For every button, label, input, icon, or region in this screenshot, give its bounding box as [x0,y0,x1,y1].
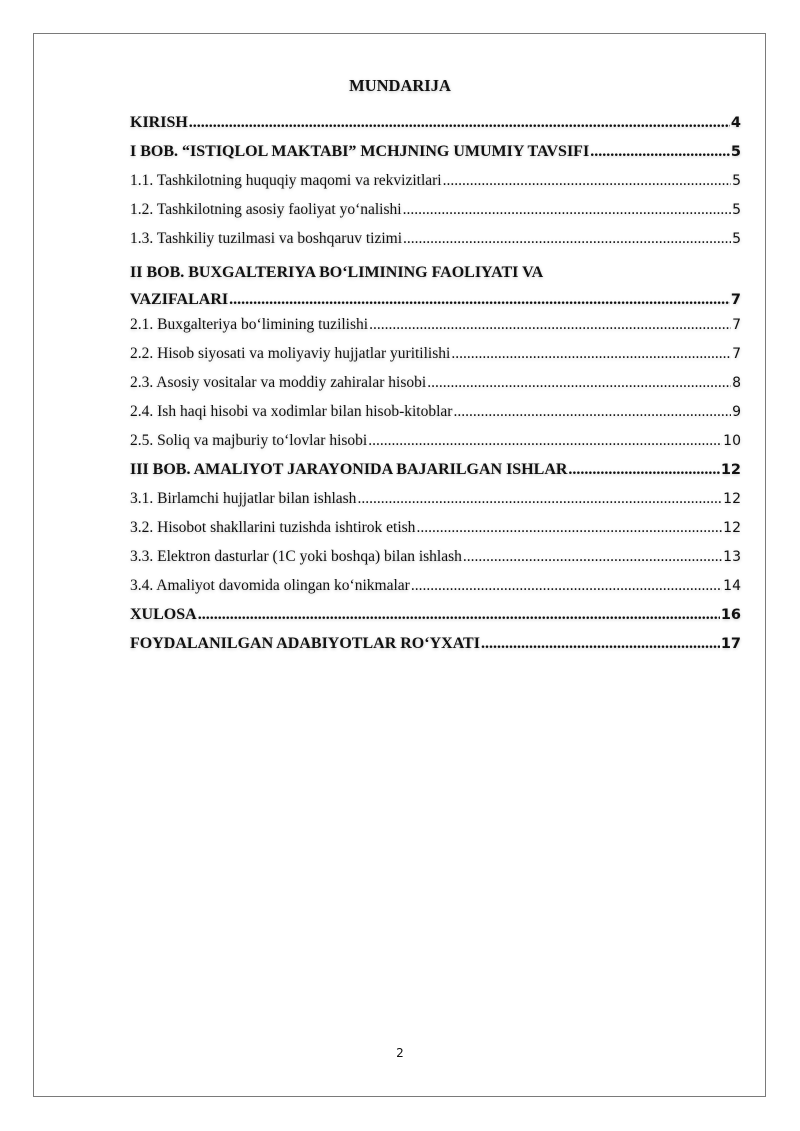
dot-leader [590,143,730,161]
toc-page-number: 7 [730,292,741,308]
toc-entry-text: 3.4. Amaliyot davomida olingan ko‘nikmalar [130,577,410,594]
toc-page-number: 10 [723,433,741,449]
dot-leader [411,577,722,595]
toc-page-number: 12 [723,520,741,536]
toc-entry-text: 2.1. Buxgalteriya bo‘limining tuzilishi [130,316,369,333]
toc-page-number: 16 [720,607,741,623]
dot-leader [453,403,731,421]
toc-entry-3-4[interactable] [130,577,741,606]
dot-leader [369,316,731,334]
dot-leader [229,286,730,313]
toc-entry-chapter-3[interactable] [130,461,741,490]
toc-entry-text-line1: II BOB. BUXGALTERIYA BO‘LIMINING FAOLIYATI VA [130,264,544,281]
toc-entry-text: XULOSA [130,606,197,623]
toc-page-number: 7 [732,317,741,333]
toc-entry-1-3[interactable] [130,230,741,259]
dot-leader [427,374,731,392]
dot-leader [443,172,731,190]
toc-page-number: 4 [730,115,741,131]
toc-entry-2-3[interactable] [130,374,741,403]
toc-entry-text: 2.3. Asosiy vositalar va moddiy zahiralar hisobi [130,374,427,391]
toc-entry-text: 3.3. Elektron dasturlar (1C yoki boshqa) bilan ishlash [130,548,462,565]
toc-page-number: 8 [732,375,741,391]
toc-page-number: 12 [720,462,741,478]
dot-leader [403,230,731,248]
toc-page-number: 5 [732,231,741,247]
dot-leader [451,345,731,363]
toc-entry-text: 2.2. Hisob siyosati va moliyaviy hujjatlar yuritilishi [130,345,451,362]
toc-entry-2-2[interactable] [130,345,741,374]
toc-page-number: 7 [732,346,741,362]
toc-entry-chapter-2[interactable] [130,259,741,314]
dot-leader [463,548,722,566]
toc-entry-text: FOYDALANILGAN ADABIYOTLAR RO‘YXATI [130,635,480,652]
dot-leader [368,432,722,450]
dot-leader [198,606,720,624]
table-of-contents [130,114,741,664]
dot-leader [189,114,730,132]
toc-entry-3-3[interactable] [130,548,741,577]
toc-page-number: 5 [730,144,741,160]
toc-entry-chapter-1[interactable] [130,143,741,172]
toc-entry-text: 2.5. Soliq va majburiy to‘lovlar hisobi [130,432,368,449]
toc-entry-xulosa[interactable] [130,606,741,635]
dot-leader [403,201,732,219]
toc-page-number: 9 [732,404,741,420]
toc-page-number: 14 [723,578,741,594]
toc-entry-text: 3.2. Hisobot shakllarini tuzishda ishtirok etish [130,519,416,536]
dot-leader [568,461,719,479]
toc-entry-text: KIRISH [130,114,188,131]
toc-page-number: 5 [732,173,741,189]
toc-entry-text: I BOB. “ISTIQLOL MAKTABI” MCHJNING UMUMIY TAVSIFI [130,143,590,160]
toc-page-number: 17 [720,636,741,652]
toc-entry-line2 [130,286,741,314]
dot-leader [357,490,722,508]
toc-entry-text: III BOB. AMALIYOT JARAYONIDA BAJARILGAN ISHLAR [130,461,568,478]
toc-entry-1-1[interactable] [130,172,741,201]
toc-entry-1-2[interactable] [130,201,741,230]
toc-page-number: 12 [723,491,741,507]
toc-entry-text: 1.2. Tashkilotning asosiy faoliyat yo‘nalishi [130,201,402,218]
page-number-footer: 2 [396,1046,404,1060]
toc-entry-text: 1.1. Tashkilotning huquqiy maqomi va rekvizitlari [130,172,442,189]
dot-leader [416,519,722,537]
toc-entry-2-1[interactable] [130,316,741,345]
toc-entry-3-2[interactable] [130,519,741,548]
toc-entry-text-line2: VAZIFALARI [130,291,229,308]
toc-entry-2-5[interactable] [130,432,741,461]
toc-entry-text: 3.1. Birlamchi hujjatlar bilan ishlash [130,490,357,507]
toc-entry-references[interactable] [130,635,741,664]
toc-title: MUNDARIJA [349,76,451,95]
toc-entry-text: 2.4. Ish haqi hisobi va xodimlar bilan hisob-kitoblar [130,403,453,420]
toc-page-number: 13 [723,549,741,565]
toc-entry-text: 1.3. Tashkiliy tuzilmasi va boshqaruv tizimi [130,230,402,247]
dot-leader [481,635,720,653]
toc-entry-kirish[interactable] [130,114,741,143]
toc-entry-3-1[interactable] [130,490,741,519]
toc-page-number: 5 [732,202,741,218]
toc-entry-2-4[interactable] [130,403,741,432]
